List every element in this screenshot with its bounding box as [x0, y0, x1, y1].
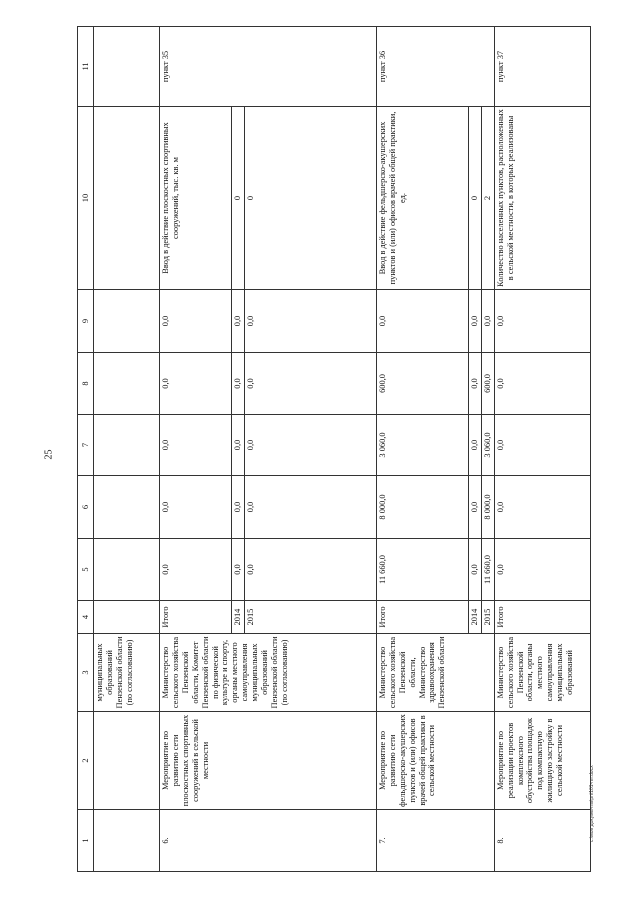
col-header: 2 [78, 712, 94, 810]
responsible-cell: муниципальных образований Пензенской области (по согласованию) [94, 634, 160, 712]
continuation-row [94, 27, 160, 872]
period-cell: Итого [376, 601, 468, 634]
value-cell: 0,0 [468, 539, 481, 601]
measure-name: Мероприятие по развитию сети плоскостных спортивных сооружений в сельской местности [160, 712, 377, 810]
indicator-cell: 0 [232, 107, 245, 290]
value-cell: 600,0 [481, 353, 494, 415]
col-header: 10 [78, 107, 94, 290]
row-number: 8. [494, 810, 590, 872]
value-cell: 0,0 [494, 290, 590, 353]
col-header: 1 [78, 810, 94, 872]
col-header: 7 [78, 415, 94, 476]
col-header: 3 [78, 634, 94, 712]
value-cell: 3 060,0 [481, 415, 494, 476]
value-cell: 0,0 [232, 539, 245, 601]
value-cell: 0,0 [494, 415, 590, 476]
value-cell: 0,0 [232, 353, 245, 415]
value-cell: 0,0 [244, 476, 376, 539]
value-cell: 0,0 [468, 476, 481, 539]
value-cell: 0,0 [160, 353, 232, 415]
program-table [77, 27, 627, 872]
value-cell: 0,0 [232, 290, 245, 353]
value-cell: 8 000,0 [376, 476, 468, 539]
responsible-cell: Министерство сельского хозяйства Пензенской области, органы местного самоуправления муниципальных образований [494, 634, 590, 712]
col-header: 9 [78, 290, 94, 353]
value-cell: 8 000,0 [481, 476, 494, 539]
measure-name: Мероприятие по развитию сети фельдшерско-акушерских пунктов и (или) офисов врачей общей практики в сельской местности [376, 712, 494, 810]
col-header: 6 [78, 476, 94, 539]
value-cell: 0,0 [468, 290, 481, 353]
col-header: 8 [78, 353, 94, 415]
value-cell: 11 660,0 [481, 539, 494, 601]
period-cell: 2014 [468, 601, 481, 634]
value-cell: 0,0 [244, 290, 376, 353]
indicator-cell: Ввод в действие плоскостных спортивных сооружений, тыс. кв. м [160, 107, 232, 290]
responsible-cell: Министерство сельского хозяйства Пензенской области, Комитет Пензенской области по физической культуре и спорту, органы местного самоуправления муниципальных образований Пензенской области (по согласованию) [160, 634, 377, 712]
table-row [494, 27, 590, 872]
value-cell: 600,0 [376, 353, 468, 415]
value-cell: 0,0 [468, 353, 481, 415]
value-cell: 3 060,0 [376, 415, 468, 476]
responsible-cell: Министерство сельского хозяйства Пензенской области, Министерство здравоохранения Пензенской области [376, 634, 494, 712]
point-cell: пункт 36 [376, 27, 494, 107]
value-cell: 0,0 [244, 415, 376, 476]
point-cell: пункт 35 [160, 27, 377, 107]
value-cell: 0,0 [494, 539, 590, 601]
table-row [376, 27, 468, 872]
col-header: 5 [78, 539, 94, 601]
value-cell: 0,0 [244, 539, 376, 601]
value-cell: 0,0 [468, 415, 481, 476]
value-cell: 0,0 [160, 415, 232, 476]
value-cell: 0,0 [160, 476, 232, 539]
row-number: 6. [160, 810, 377, 872]
value-cell: 0,0 [160, 290, 232, 353]
file-path-footer: c:\мои документы\рп\101-пп.docx [589, 765, 595, 842]
value-cell: 0,0 [494, 353, 590, 415]
header-row [78, 27, 94, 872]
value-cell: 0,0 [376, 290, 468, 353]
table-row [160, 27, 232, 872]
value-cell: 0,0 [232, 476, 245, 539]
value-cell: 0,0 [494, 476, 590, 539]
value-cell: 0,0 [160, 539, 232, 601]
value-cell: 0,0 [481, 290, 494, 353]
indicator-cell: 0 [244, 107, 376, 290]
period-cell: 2015 [481, 601, 494, 634]
indicator-cell: Количество населенных пунктов, расположенных в сельской местности, в которых реализованы [494, 107, 590, 290]
col-header: 4 [78, 601, 94, 634]
period-cell: Итого [160, 601, 232, 634]
period-cell: Итого [494, 601, 590, 634]
value-cell: 0,0 [244, 353, 376, 415]
row-number: 7. [376, 810, 494, 872]
period-cell: 2015 [244, 601, 376, 634]
indicator-cell: Ввод в действие фельдшерско-акушерских пунктов и (или) офисов врачей общей практики, ед. [376, 107, 468, 290]
indicator-cell: 0 [468, 107, 481, 290]
point-cell: пункт 37 [494, 27, 590, 107]
page-number: 25 [43, 449, 55, 460]
measure-name: Мероприятие по реализации проектов комплексного обустройства площадок под компактную жилищную застройку в сельской местности [494, 712, 590, 810]
period-cell: 2014 [232, 601, 245, 634]
indicator-cell: 2 [481, 107, 494, 290]
value-cell: 11 660,0 [376, 539, 468, 601]
value-cell: 0,0 [232, 415, 245, 476]
col-header: 11 [78, 27, 94, 107]
